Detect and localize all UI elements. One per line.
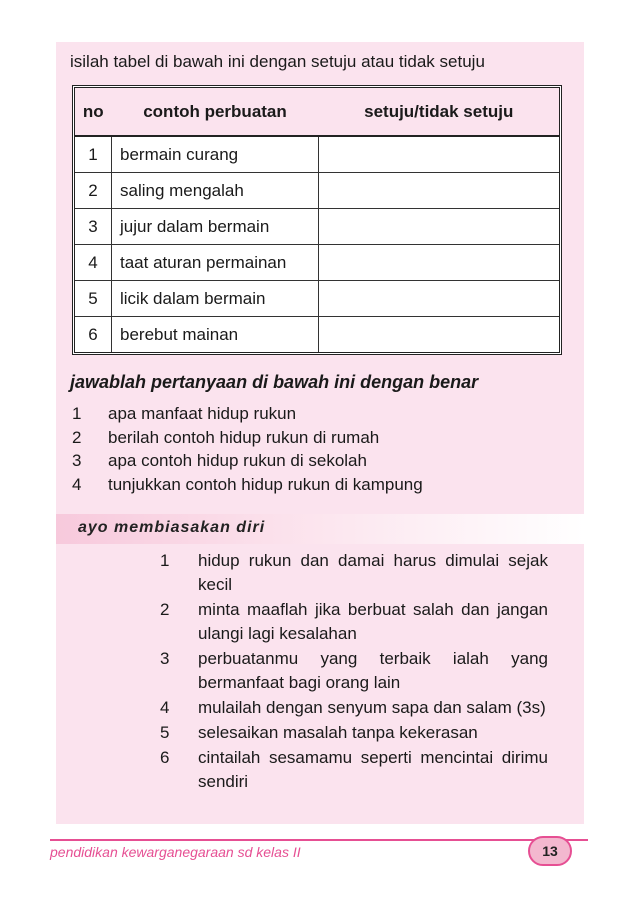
item-text: berilah contoh hidup rukun di rumah xyxy=(108,427,380,447)
table-row xyxy=(75,136,559,173)
item-number: 2 xyxy=(72,427,82,447)
row-action: jujur dalam bermain xyxy=(112,209,319,245)
table-row xyxy=(75,245,559,281)
item-text: apa manfaat hidup rukun xyxy=(108,404,297,423)
table-row xyxy=(75,281,559,317)
row-number: 1 xyxy=(75,136,112,173)
row-answer-cell[interactable] xyxy=(319,281,560,317)
row-answer-cell[interactable] xyxy=(319,136,560,173)
item-number: 3 xyxy=(160,649,170,668)
table-header-row xyxy=(75,88,559,136)
item-text: cintailah sesamamu seperti mencintai dirimu sendiri xyxy=(198,748,548,791)
questions-title: jawablah pertanyaan di bawah ini dengan benar xyxy=(70,372,479,392)
list-item xyxy=(160,647,548,695)
item-number: 1 xyxy=(160,551,170,570)
footer-book-title: pendidikan kewarganegaraan sd kelas II xyxy=(50,844,301,860)
header-no: no xyxy=(75,88,112,136)
item-text: minta maaflah jika berbuat salah dan jangan ulangi lagi kesalahan xyxy=(198,600,548,643)
list-item xyxy=(160,721,548,745)
row-number: 5 xyxy=(75,281,112,317)
list-item xyxy=(72,426,423,450)
row-number: 4 xyxy=(75,245,112,281)
item-text: tunjukkan contoh hidup rukun di kampung xyxy=(108,474,423,494)
agreement-table xyxy=(72,85,562,355)
item-number: 1 xyxy=(72,404,82,423)
row-action: bermain curang xyxy=(112,136,319,173)
questions-list xyxy=(72,402,423,496)
item-text: mulailah dengan senyum sapa dan salam (3s) xyxy=(198,698,546,717)
item-number: 2 xyxy=(160,600,170,619)
list-item xyxy=(72,449,423,473)
table-instruction: isilah tabel di bawah ini dengan setuju atau tidak setuju xyxy=(70,52,485,71)
item-text: apa contoh hidup rukun di sekolah xyxy=(108,451,367,470)
item-number: 4 xyxy=(160,698,170,717)
table-row xyxy=(75,209,559,245)
list-item xyxy=(72,402,423,426)
row-action: berebut mainan xyxy=(112,317,319,353)
page-number-badge: 13 xyxy=(528,836,572,866)
section-title: ayo membiasakan diri xyxy=(78,519,266,536)
list-item xyxy=(160,696,548,720)
row-answer-cell[interactable] xyxy=(319,317,560,353)
item-text: selesaikan masalah tanpa kekerasan xyxy=(198,723,478,742)
list-item xyxy=(160,598,548,646)
item-text: perbuatanmu yang terbaik ialah yang bermanfaat bagi orang lain xyxy=(198,649,548,692)
row-number: 2 xyxy=(75,173,112,209)
header-answer: setuju/tidak setuju xyxy=(319,88,560,136)
table-row xyxy=(75,317,559,353)
list-item xyxy=(160,746,548,794)
habits-list xyxy=(160,549,548,795)
item-number: 4 xyxy=(72,474,82,494)
row-answer-cell[interactable] xyxy=(319,173,560,209)
item-text: hidup rukun dan damai harus dimulai sejak kecil xyxy=(198,551,548,594)
footer-divider xyxy=(50,839,588,841)
item-number: 3 xyxy=(72,451,82,470)
row-action: taat aturan permainan xyxy=(112,245,319,281)
row-answer-cell[interactable] xyxy=(319,209,560,245)
item-number: 5 xyxy=(160,723,170,742)
item-number: 6 xyxy=(160,748,170,767)
list-item xyxy=(160,549,548,597)
row-number: 6 xyxy=(75,317,112,353)
header-action: contoh perbuatan xyxy=(112,88,319,136)
row-action: licik dalam bermain xyxy=(112,281,319,317)
list-item xyxy=(72,473,423,497)
row-action: saling mengalah xyxy=(112,173,319,209)
row-number: 3 xyxy=(75,209,112,245)
row-answer-cell[interactable] xyxy=(319,245,560,281)
table-row xyxy=(75,173,559,209)
